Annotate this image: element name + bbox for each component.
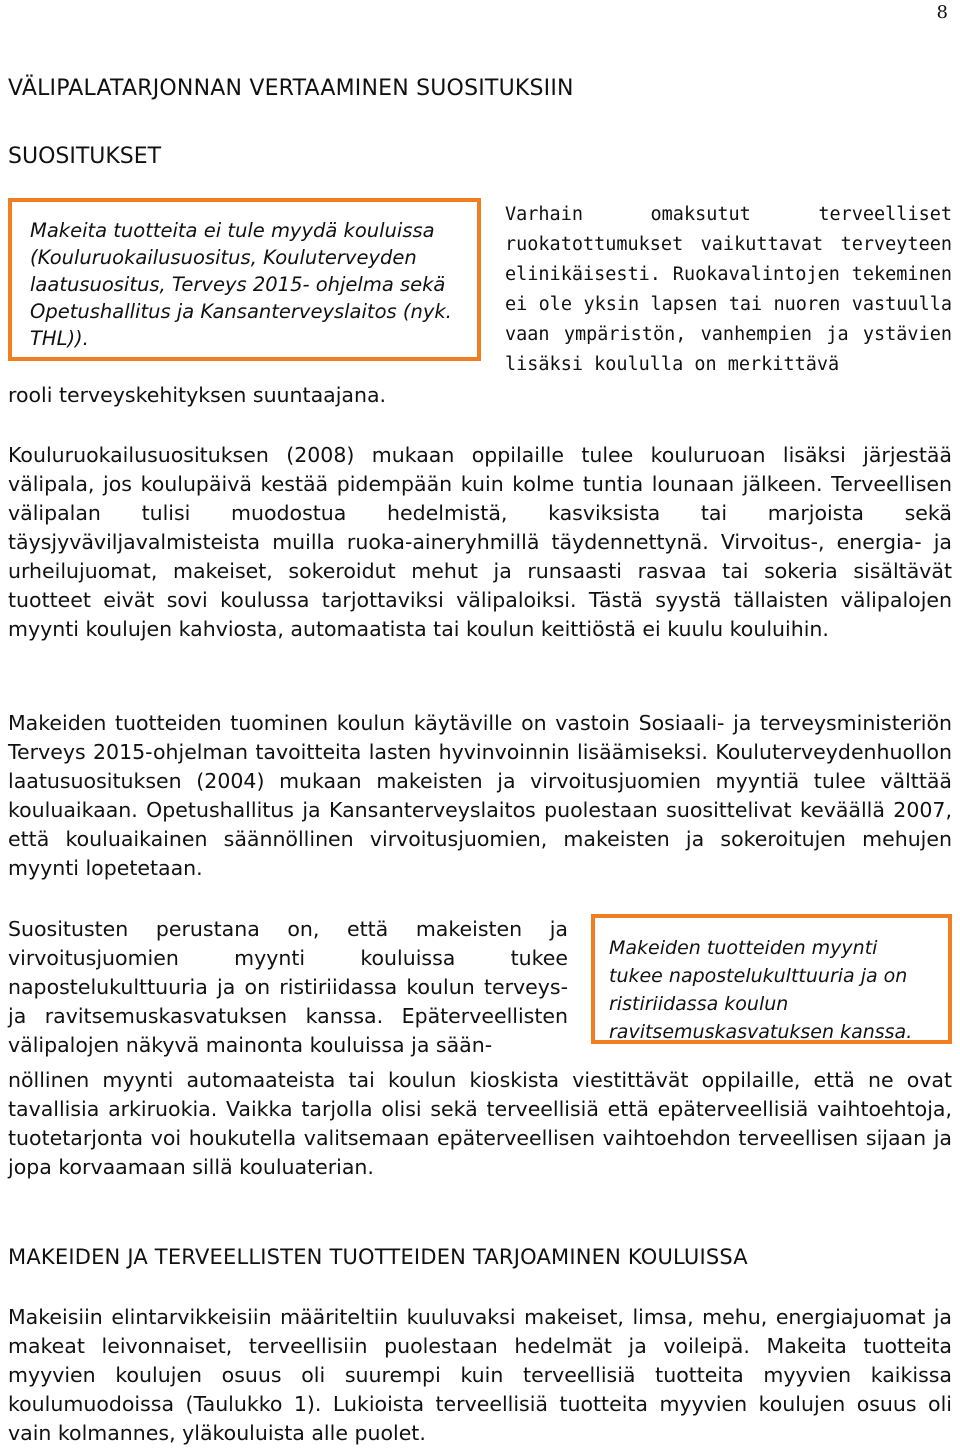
paragraph-health-programme: Makeiden tuotteiden tuominen koulun käytäville on vastoin Sosiaali- ja terveysministeriön Terveys 2015-ohjelman tavoitteita lasten hyvinvoinnin lisäämiseksi. Kouluterveydenhuollon laatusuosituksen (2004) mukaan makeisten ja virvoitusjuomien myyntiä tulee välttää kouluaikaan. Opetushallitus ja Kansanterveyslaitos puolestaan suosittelivat keväällä 2007, että kouluaikainen säännöllinen virvoitusjuomien, makeisten ja sokeroitujen mehujen myynti lopetetaan. (8, 711, 952, 880)
section-heading-comparison: VÄLIPALATARJONNAN VERTAAMINEN SUOSITUKSIIN (8, 76, 574, 101)
paragraph-definitions: Makeisiin elintarvikkeisiin määriteltiin kuuluvaksi makeiset, limsa, mehu, energiajuomat ja makeat leivonnaiset, terveellisiin puolestaan hedelmät ja voileipä. Makeita tuotteita myyvien koulujen osuus oli suurempi kuin terveellisiä tuotteita myyvien kaikissa koulumuodoissa (Taulukko 1). Lukioista terveellisiä tuotteita myyvien koulujen osuus oli vain kolmannes, yläkouluista alle puolet. (8, 1305, 952, 1445)
paragraph-basis-left: Suositusten perustana on, että makeisten ja virvoitusjuomien myynti kouluissa tukee napostelukulttuuria ja on ristiriidassa koulun terveys- ja ravitsemuskasvatuksen kanssa. Epäterveellisten välipalojen näkyvä mainonta kouluissa ja sään- (8, 917, 568, 1057)
callout-text-snacking: Makeiden tuotteiden myynti tukee napostelukulttuuria ja on ristiriidassa koulun ravitsemuskasvatuksen kanssa. (609, 937, 913, 1043)
page-number: 8 (936, 2, 948, 23)
callout-box-recommendation (8, 198, 481, 361)
callout-box-snacking (591, 914, 952, 1044)
callout-text-recommendation: Makeita tuotteita ei tule myydä kouluissa (Kouluruokailusuositus, Kouluterveyden laatusuositus, Terveys 2015- ohjelma sekä Opetushallitus ja Kansanterveyslaitos (nyk. THL)). (30, 219, 452, 350)
paragraph-school-meal-recommendation: Kouluruokailusuosituksen (2008) mukaan oppilaille tulee kouluruoan lisäksi järjestää välipala, jos koulupäivä kestää pidempään kuin kolme tuntia lounaan jälkeen. Terveellisen välipalan tulisi muodostua hedelmistä, kasviksista tai marjoista sekä täysjyväviljavalmisteista muilla ruoka-aineryhmillä täydennettynä. Virvoitus-, energia- ja urheilujuomat, makeiset, sokeroidut mehut ja runsaasti rasvaa tai sokeria sisältävät tuotteet eivät sovi koulussa tarjottaviksi välipaloiksi. Tästä syystä tällaisten välipalojen myynti koulujen kahviosta, automaatista tai koulun keittiöstä ei kuulu kouluihin. (8, 443, 952, 641)
paragraph-basis-continued: nöllinen myynti automaateista tai koulun kioskista viestittävät oppilaille, että ne ovat tavallisia arkiruokia. Vaikka tarjolla olisi sekä terveellisiä että epäterveellisiä vaihtoehtoja, tuotetarjonta voi houkutella valitsemaan epäterveellisen vaihtoehdon terveellisen sijaan ja jopa korvaamaan sillä kouluaterian. (8, 1068, 952, 1179)
section-heading-offering: MAKEIDEN JA TERVEELLISTEN TUOTTEIDEN TARJOAMINEN KOULUISSA (8, 1245, 748, 1269)
intro-right-paragraph: Varhain omaksutut terveelliset ruokatottumukset vaikuttavat terveyteen elinikäisesti. Ruokavalintojen tekeminen ei ole yksin lapsen tai nuoren vastuulla vaan ympäristön, vanhempien ja ystävien lisäksi koululla on merkittävä (505, 204, 952, 375)
intro-tail-text: rooli terveyskehityksen suuntaajana. (8, 383, 387, 407)
subheading-recommendations: SUOSITUKSET (8, 144, 162, 169)
